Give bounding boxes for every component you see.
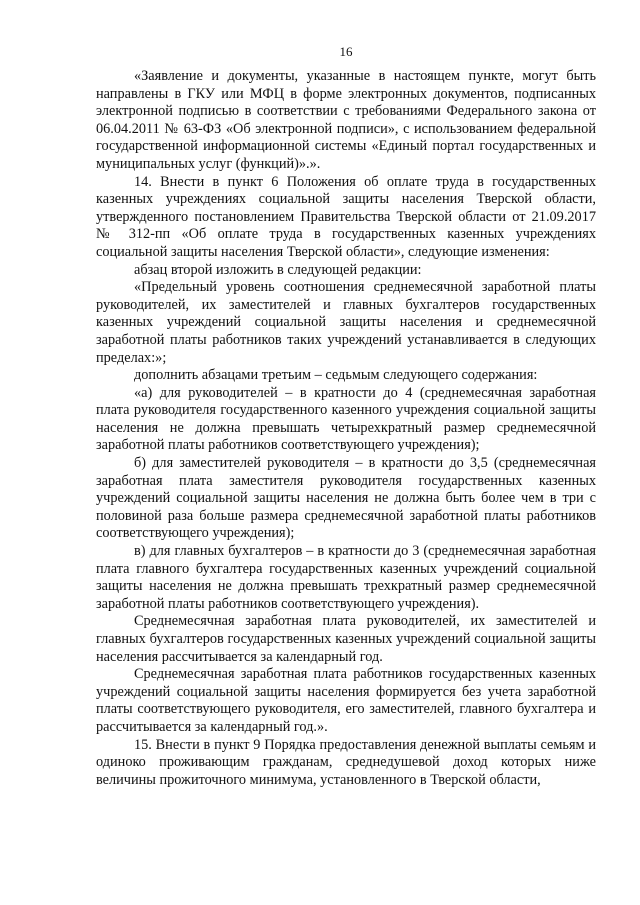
paragraph-item-15: 15. Внести в пункт 9 Порядка предоставления денежной выплаты семьям и одиноко проживающим гражданам, среднедушевой доход которых ниже величины прожиточного минимума, установленного в Тверской области, [96,736,596,788]
paragraph-subitem-v: в) для главных бухгалтеров – в кратности до 3 (среднемесячная заработная плата главного бухгалтера государственных казенных учреждений социальной защиты населения не должна превышать трехкратный размер среднемесячной заработной платы работников соответствующего учреждения). [96,543,596,612]
paragraph-item-14: 14. Внести в пункт 6 Положения об оплате труда в государственных казенных учреждениях социальной защиты населения Тверской области, утвержденного постановлением Правительства Тверской области от 21.09.2017 № 312-пп «Об оплате труда в государственных казенных учреждениях социальной защиты населения Тверской области», следующие изменения: [96,173,596,260]
paragraph-calendar-year: Среднемесячная заработная плата руководителей, их заместителей и главных бухгалтеров государственных казенных учреждений социальной защиты населения рассчитывается за календарный год. [96,613,596,665]
document-page [96,0,596,905]
paragraph-subitem-a: «а) для руководителей – в кратности до 4 (среднемесячная заработная плата руководителя государственного казенного учреждения социальной защиты населения не должна превышать четырехкратный размер среднемесячной заработной платы работников соответствующего учреждения); [96,384,596,454]
page-number: 16 [339,44,353,59]
paragraph-employee-salary: Среднемесячная заработная плата работников государственных казенных учреждений социальной защиты населения формируется без учета заработной платы соответствующего руководителя, его заместителей, главного бухгалтера и рассчитывается за календарный год.». [96,666,596,735]
paragraph-subitem-b: б) для заместителей руководителя – в кратности до 3,5 (среднемесячная заработная плата заместителя руководителя государственных казенных учреждений социальной защиты населения не должна быть более чем в три с половиной раза больше размера среднемесячной заработной платы работников соответствующего учреждения); [96,455,596,542]
paragraph-second-abzac: абзац второй изложить в следующей редакции: [134,261,422,278]
paragraph-salary-ratio: «Предельный уровень соотношения среднемесячной заработной платы руководителей, их заместителей и главных бухгалтеров государственных казенных учреждений социальной защиты населения и среднемесячной заработной платы работников таких учреждений устанавливается в следующих пределах:»; [96,279,596,366]
paragraph-add-abzacs: дополнить абзацами третьим – седьмым следующего содержания: [134,367,538,384]
paragraph-electronic-submission: «Заявление и документы, указанные в настоящем пункте, могут быть направлены в ГКУ или МФЦ в форме электронных документов, подписанных электронной подписью в соответствии с требованиями Федерального закона от 06.04.2011 № 63-ФЗ «Об электронной подписи», с использованием федеральной государственной информационной системы «Единый портал государственных и муниципальных услуг (функций)».». [96,68,596,172]
document-body [96,68,596,789]
